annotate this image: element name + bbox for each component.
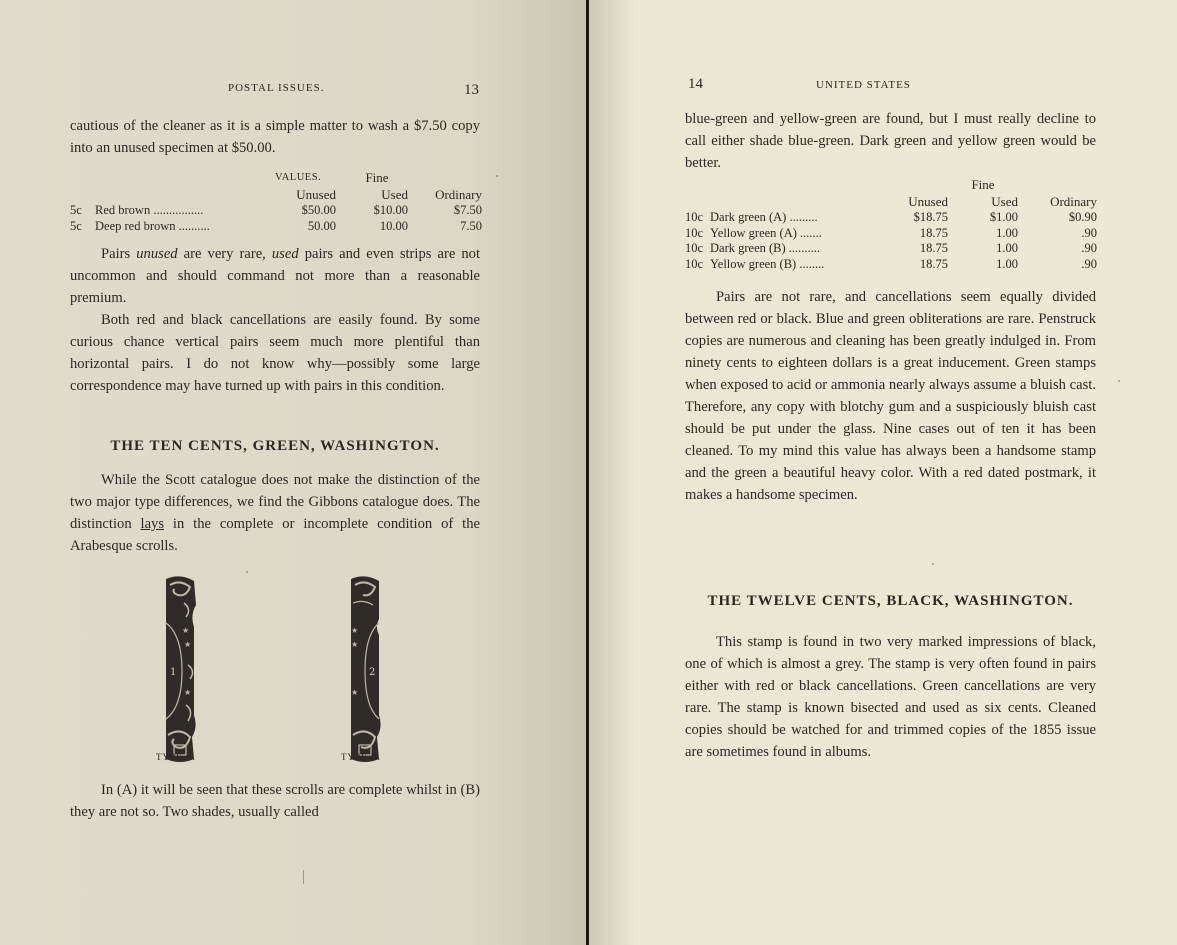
denomination: 10c <box>685 225 704 240</box>
type-a-numeral: 1 <box>170 667 177 678</box>
fine-label: Fine <box>365 170 389 185</box>
denomination: 10c <box>685 210 704 224</box>
section-heading-twelve-cents: THE TWELVE CENTS, BLACK, WASHINGTON. <box>707 593 1074 609</box>
price-used: 1.00 <box>996 256 1018 271</box>
price-used: 1.00 <box>996 225 1018 240</box>
fine-label: Fine <box>971 177 995 192</box>
table-row <box>685 257 1097 273</box>
shade-name: Red brown <box>95 203 151 217</box>
page-number-left: 13 <box>464 82 479 98</box>
leader-dots: ....... <box>800 225 822 240</box>
price-unused: 18.75 <box>919 241 948 255</box>
shade-name: Dark green (A) <box>710 210 787 224</box>
running-head-left: POSTAL ISSUES. <box>228 82 325 94</box>
left-paragraph-1: cautious of the cleaner as it is a simple matter to wash a $7.50 copy into an unused specimen at $50.00. <box>70 118 480 156</box>
text-run: are very rare, <box>177 246 272 262</box>
paper-speck <box>303 870 304 884</box>
table-row <box>70 203 482 219</box>
svg-text:★: ★ <box>184 688 192 697</box>
table-row <box>685 210 1097 226</box>
paper-speck <box>932 563 934 565</box>
leader-dots: ......... <box>789 210 818 224</box>
table-row <box>685 241 1097 257</box>
svg-text:★: ★ <box>184 640 192 649</box>
running-head-right: UNITED STATES <box>816 79 911 91</box>
svg-text:★: ★ <box>182 626 190 635</box>
right-page <box>589 0 1177 945</box>
table-row <box>70 219 482 235</box>
left-paragraph-4 <box>70 469 480 557</box>
right-paragraph-1: blue-green and yellow-green are found, but I must really decline to call either shade blue-green. Dark green and yellow green would be better. <box>685 111 1096 171</box>
denomination: 10c <box>685 256 704 271</box>
emphasis-used: used <box>271 246 299 262</box>
paper-speck <box>246 571 248 573</box>
leader-dots: ................ <box>153 203 204 217</box>
price-ordinary: .90 <box>1081 241 1097 255</box>
shade-name: Yellow green (B) <box>710 256 797 271</box>
col-header-unused: Unused <box>908 194 948 209</box>
left-paragraph-5: In (A) it will be seen that these scrolls are complete whilst in (B) they are not so. Two shades, usually called <box>70 782 480 820</box>
col-header-ordinary: Ordinary <box>435 187 482 202</box>
page-number-right: 14 <box>688 76 703 92</box>
type-b-scroll-image <box>345 575 385 765</box>
price-ordinary: .90 <box>1081 225 1097 240</box>
leader-dots: ........ <box>799 256 825 271</box>
denomination: 10c <box>685 241 704 255</box>
price-unused: 18.75 <box>919 256 948 271</box>
price-unused: 18.75 <box>919 225 948 240</box>
text-run: pairs and even strips are not uncommon and should command not more than a reasonable premium. <box>70 246 481 306</box>
shade-name: Dark green (B) <box>710 241 786 255</box>
price-ordinary: 7.50 <box>460 218 482 233</box>
text-run: While the Scott catalogue does not make the distinction of the two major type differences, we find the Gibbons catalogue does. The distinction <box>70 472 480 532</box>
price-ordinary: $0.90 <box>1068 210 1097 224</box>
left-paragraph-2 <box>70 243 480 309</box>
right-paragraph-3: This stamp is found in two very marked impressions of black, one of which is almost a grey. The stamp is very often found in pairs either with red or black cancellations. Green cancellations are very rare. The stamp is known bisected and used as six cents. Cleaned copies should be watched for and trimmed copies of the 1855 issue are sometimes found in albums. <box>685 634 1096 760</box>
svg-text:★: ★ <box>351 640 359 649</box>
leader-dots: .......... <box>788 241 821 255</box>
table-row <box>685 226 1097 242</box>
right-paragraph-2: Pairs are not rare, and cancellations seem equally divided between red or black. Blue and green obliterations are rare. Penstruck copies are numerous and cleaning has been greatly indulged in. From ninety cents to eighteen dollars is a great inducement. Green stamps when exposed to acid or ammonia nearly always assume a bluish cast. Therefore, any copy with blotchy gum and a suspiciously bluish cast should be put under the glass. Nine cases out of ten it has been cleaned. To my mind this value has always been a handsome stamp and the green a beautiful heavy color. With a red dated postmark, it makes a handsome specimen. <box>685 289 1096 503</box>
section-heading-ten-cents: THE TEN CENTS, GREEN, WASHINGTON. <box>110 438 440 454</box>
type-b-numeral: 2 <box>369 667 376 678</box>
shade-name: Deep red brown <box>95 218 176 233</box>
col-header-unused: Unused <box>296 187 336 202</box>
col-header-used: Used <box>991 194 1018 209</box>
paper-speck <box>1118 380 1120 382</box>
text-run: Pairs <box>101 246 137 262</box>
left-paragraph-3: Both red and black cancellations are easily found. By some curious chance vertical pairs seem much more plentiful than horizontal pairs. I do not know why—possibly some large correspondence may have turned up with pairs in this condition. <box>70 312 480 394</box>
svg-text:★: ★ <box>351 626 359 635</box>
right-values-table <box>685 176 1097 272</box>
price-unused: $50.00 <box>301 203 336 217</box>
type-a-scroll-image <box>160 575 200 765</box>
left-page <box>0 0 586 945</box>
denomination: 5c <box>70 203 82 217</box>
values-label: VALUES. <box>275 172 322 183</box>
svg-text:★: ★ <box>351 688 359 697</box>
caption-type-b: TYPE B. <box>341 752 382 762</box>
leader-dots: .......... <box>178 218 210 233</box>
denomination: 5c <box>70 218 82 233</box>
col-header-ordinary: Ordinary <box>1050 194 1097 209</box>
price-used: $10.00 <box>373 203 408 217</box>
emphasis-unused: unused <box>136 246 178 262</box>
paper-speck <box>496 175 498 177</box>
caption-type-a: TYPE A. <box>156 752 197 762</box>
text-run: in the complete or incomplete condition of the Arabesque scrolls. <box>70 516 480 554</box>
price-unused: $18.75 <box>913 210 948 224</box>
price-unused: 50.00 <box>307 218 336 233</box>
price-ordinary: $7.50 <box>453 203 482 217</box>
col-header-used: Used <box>381 187 408 202</box>
price-used: 1.00 <box>996 241 1018 255</box>
shade-name: Yellow green (A) <box>710 225 797 240</box>
price-ordinary: .90 <box>1081 256 1097 271</box>
price-used: 10.00 <box>379 218 408 233</box>
left-values-table <box>70 169 482 234</box>
price-used: $1.00 <box>989 210 1018 224</box>
underlined-word: lays <box>140 516 165 532</box>
